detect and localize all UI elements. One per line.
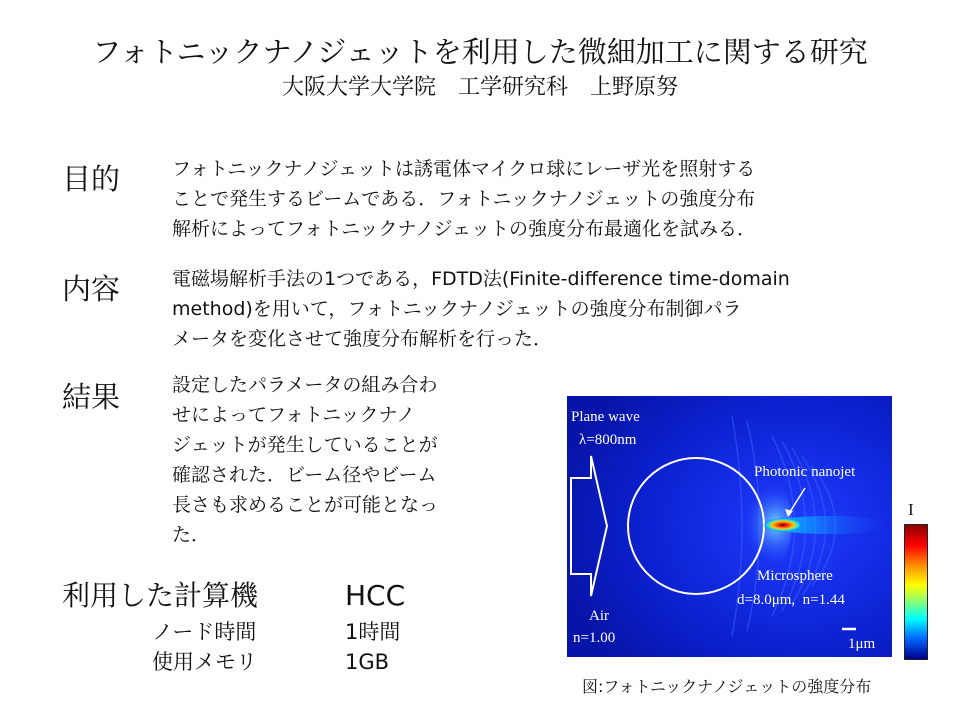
text-line: メータを変化させて強度分布解析を行った．	[172, 328, 553, 350]
intensity-colorbar	[904, 524, 928, 660]
plane-wave-label: Plane wave	[571, 409, 640, 425]
section-label-purpose: 目的	[62, 162, 121, 196]
section-body-result	[172, 370, 522, 550]
air-index-label: n=1.00	[573, 630, 616, 646]
text-line: 長さも求めることが可能となっ	[172, 494, 439, 516]
memory-key: 使用メモリ	[152, 650, 257, 674]
memory-value: 1GB	[345, 650, 390, 674]
section-label-content: 内容	[62, 272, 121, 306]
nanojet-label: Photonic nanojet	[754, 464, 856, 480]
text-line: 電磁場解析手法の1つである，FDTD法(Finite-difference time-domain	[172, 268, 790, 290]
machine-label: 利用した計算機	[62, 579, 259, 612]
page-title: フォトニックナノジェットを利用した微細加工に関する研究	[92, 35, 868, 69]
page-subtitle: 大阪大学大学院 工学研究科 上野原努	[281, 75, 678, 100]
machine-name: HCC	[345, 579, 406, 612]
microsphere-label: Microsphere	[757, 568, 833, 584]
nanojet-core	[763, 518, 803, 532]
nanojet-intensity-figure	[567, 396, 892, 657]
wavelength-label: λ=800nm	[579, 432, 637, 448]
sphere-params-label: d=8.0μm, n=1.44	[737, 592, 845, 608]
text-line: method)を用いて，フォトニックナノジェットの強度分布制御パラ	[172, 298, 742, 320]
text-line: フォトニックナノジェットは誘電体マイクロ球にレーザ光を照射する	[172, 158, 756, 180]
text-line: ことで発生するビームである．フォトニックナノジェットの強度分布	[172, 188, 756, 210]
text-line: 設定したパラメータの組み合わ	[172, 374, 438, 396]
section-body-content	[172, 264, 917, 354]
text-line: 確認された．ビーム径やビーム	[172, 464, 437, 486]
figure-caption: 図:フォトニックナノジェットの強度分布	[582, 677, 872, 696]
scale-label: 1μm	[848, 636, 876, 652]
text-line: せによってフォトニックナノ	[172, 404, 416, 426]
text-line: た．	[172, 524, 211, 546]
air-label: Air	[589, 608, 609, 624]
text-line: 解析によってフォトニックナノジェットの強度分布最適化を試みる．	[172, 218, 757, 240]
node-time-value: 1時間	[345, 620, 401, 644]
colorbar-label: I	[908, 500, 914, 519]
node-time-key: ノード時間	[152, 620, 257, 644]
section-label-result: 結果	[62, 380, 121, 414]
text-line: ジェットが発生していることが	[172, 434, 438, 456]
section-body-purpose	[172, 154, 917, 244]
